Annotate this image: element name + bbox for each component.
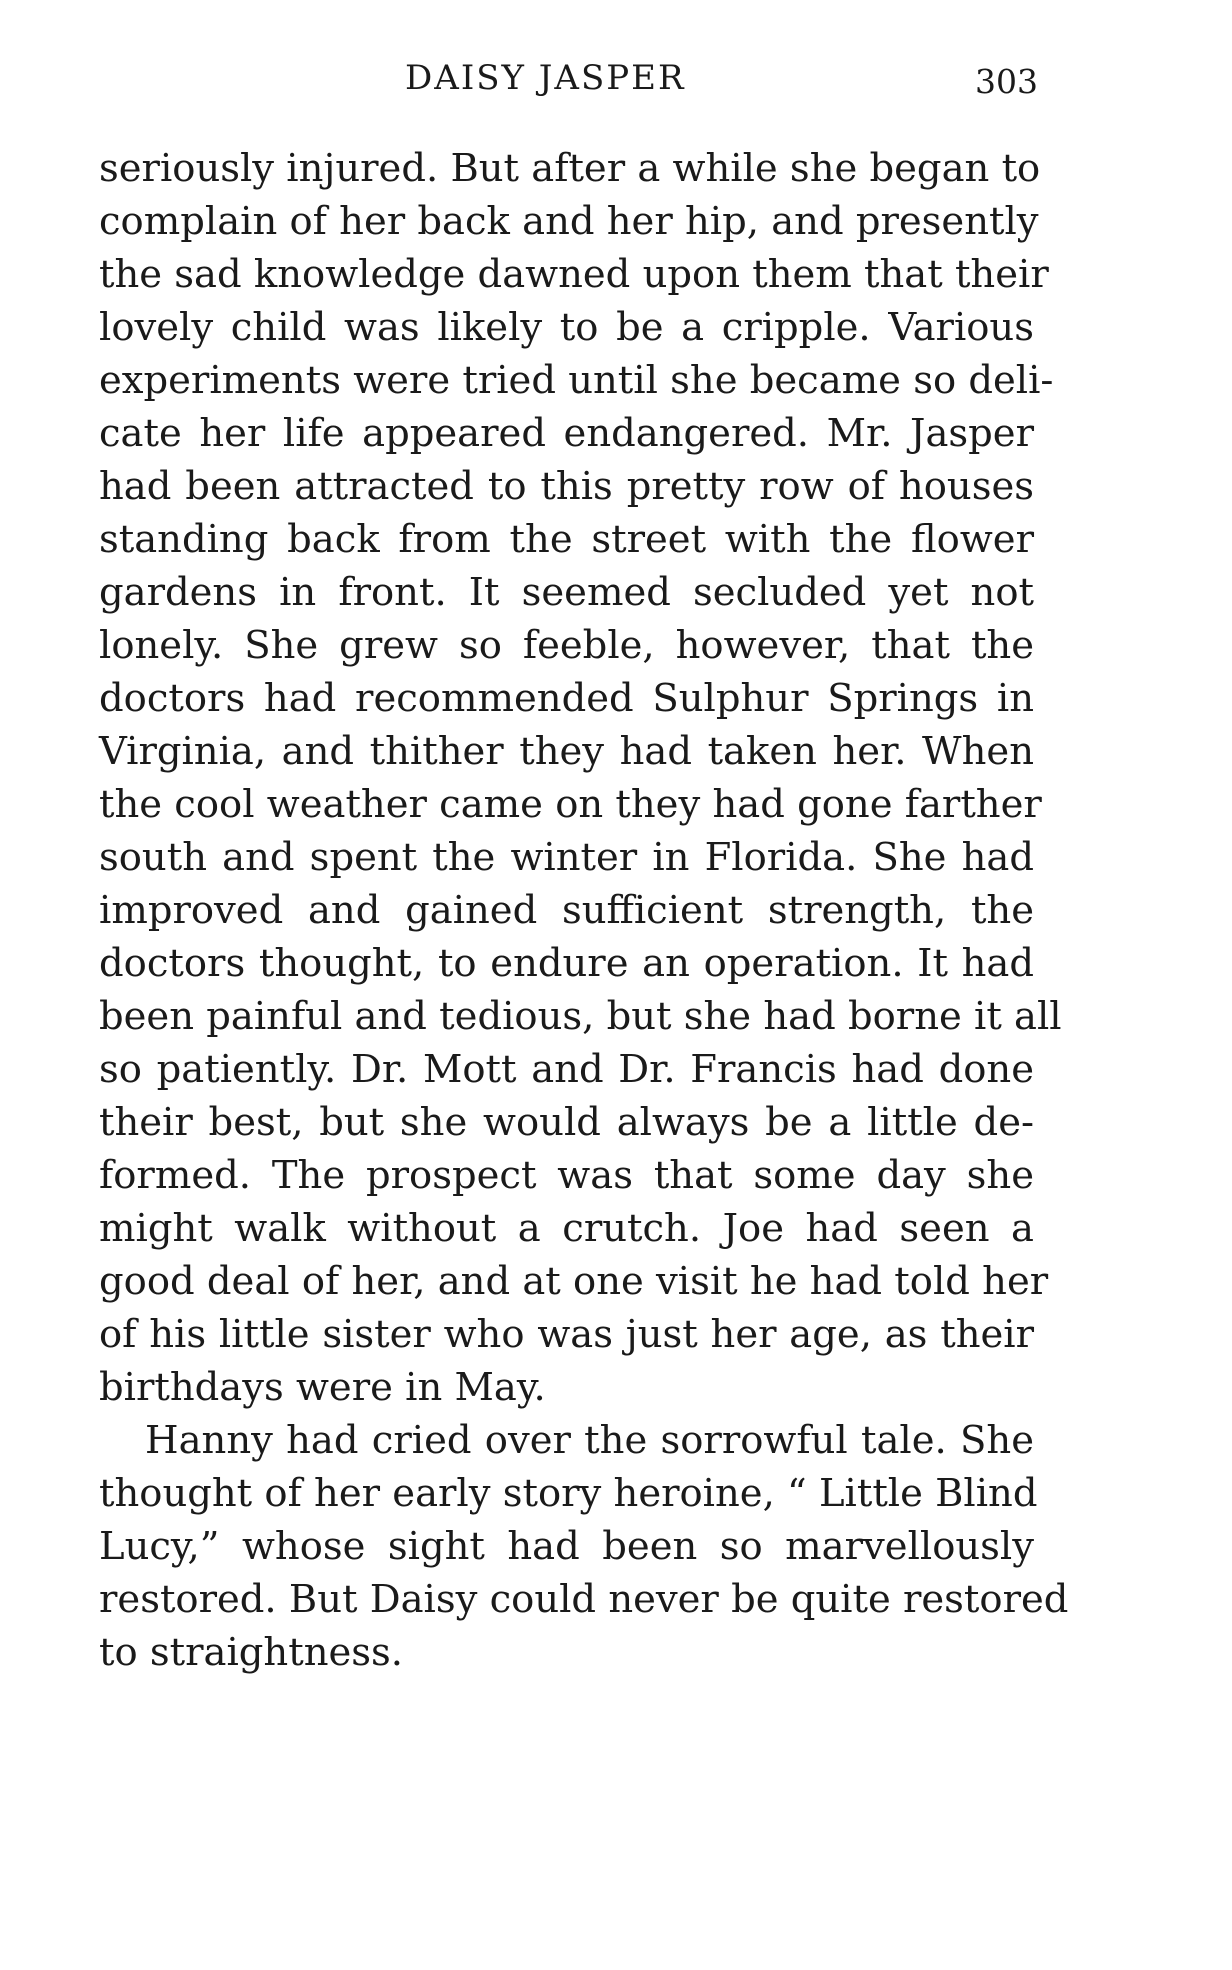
text-line: experiments were tried until she became so deli- (99, 358, 1054, 403)
paragraph (99, 1414, 1069, 1679)
text-line: so patiently. Dr. Mott and Dr. Francis had done (99, 1047, 1034, 1092)
text-line: the cool weather came on they had gone farther (99, 782, 1042, 827)
text-line: might walk without a crutch. Joe had seen a (99, 1206, 1034, 1251)
text-line: improved and gained sufficient strength, the (99, 888, 1034, 933)
text-line: of his little sister who was just her age, as their (99, 1312, 1034, 1357)
text-line: restored. But Daisy could never be quite restored (99, 1577, 1069, 1622)
text-line: south and spent the winter in Florida. She had (99, 835, 1034, 880)
text-line: to straightness. (99, 1630, 404, 1675)
text-line: Lucy,” whose sight had been so marvellously (99, 1524, 1034, 1569)
text-line: good deal of her, and at one visit he had told her (99, 1259, 1049, 1304)
text-line: complain of her back and her hip, and presently (99, 199, 1039, 244)
text-line: standing back from the street with the flower (99, 517, 1034, 562)
page-number: 303 (975, 62, 1038, 101)
text-line: gardens in front. It seemed secluded yet not (99, 570, 1034, 615)
text-line: seriously injured. But after a while she began to (99, 146, 1041, 191)
text-line: Virginia, and thither they had taken her. When (99, 729, 1034, 774)
text-line: Hanny had cried over the sorrowful tale. She (145, 1418, 1034, 1463)
text-line: lonely. She grew so feeble, however, that the (99, 623, 1034, 668)
body-text (99, 142, 1069, 1679)
paragraph (99, 142, 1062, 1414)
running-title: DAISY JASPER (405, 58, 686, 98)
text-line: the sad knowledge dawned upon them that their (99, 252, 1049, 297)
text-line: been painful and tedious, but she had borne it all (99, 994, 1062, 1039)
text-line: birthdays were in May. (99, 1365, 546, 1410)
text-line: thought of her early story heroine, “ Little Blind (99, 1471, 1038, 1516)
text-line: doctors thought, to endure an operation. It had (99, 941, 1034, 986)
text-line: their best, but she would always be a little de- (99, 1100, 1034, 1145)
text-line: doctors had recommended Sulphur Springs in (99, 676, 1034, 721)
text-line: formed. The prospect was that some day she (99, 1153, 1034, 1198)
text-line: had been attracted to this pretty row of houses (99, 464, 1034, 509)
text-line: cate her life appeared endangered. Mr. Jasper (99, 411, 1034, 456)
text-line: lovely child was likely to be a cripple. Various (99, 305, 1034, 350)
